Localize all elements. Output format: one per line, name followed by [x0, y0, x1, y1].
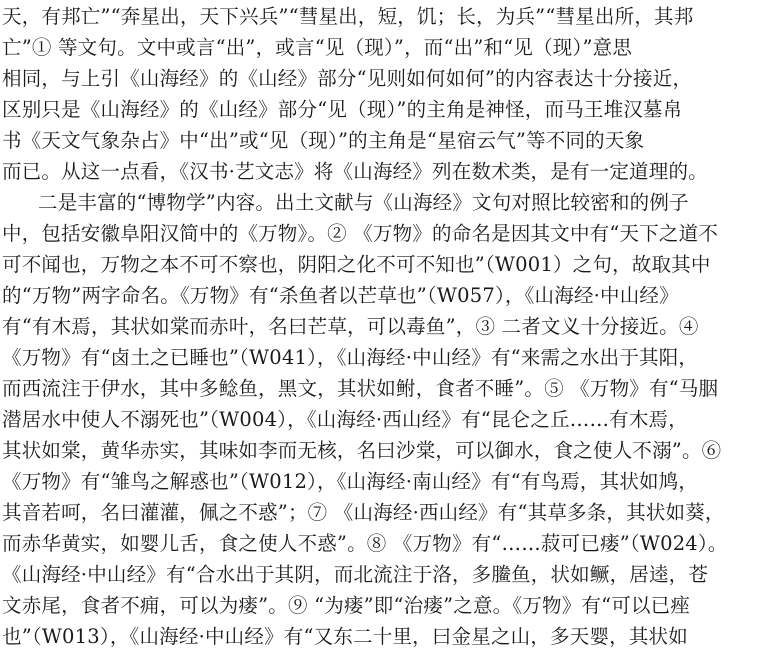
text-line-14: 潜居水中使人不溺死也”（W004），《山海经·西山经》有“昆仑之丘……有木焉， [2, 408, 688, 431]
text-line-5: 书《天文气象杂占》中“出”或“见（现）”的主角是“星宿云气”等不同的天象 [2, 129, 645, 152]
text-line-1: 天，有邦亡”“奔星出，天下兴兵”“彗星出，短，饥；长，为兵”“彗星出所，其邦 [2, 5, 694, 28]
text-line-19: 《山海经·中山经》有“合水出于其阴，而北流注于洛，多䲢鱼，状如鳜，居逵，苍 [2, 563, 709, 586]
text-line-12: 《万物》有“卤土之已睡也”（W041），《山海经·中山经》有“来需之水出于其阳， [2, 346, 699, 369]
text-line-7-paragraph-start: 二是丰富的“博物学”内容。出土文献与《山海经》文句对照比较密和的例子 [38, 191, 689, 214]
text-line-4: 区别只是《山海经》的《山经》部分“见（现）”的主角是神怪，而马王堆汉墓帛 [2, 98, 683, 121]
text-line-17: 其音若呵，名曰灌灌，佩之不惑”；⑦ 《山海经·西山经》有“其草多条，其状如葵， [2, 501, 725, 524]
text-line-2: 亡”① 等文句。文中或言“出”，或言“见（现）”，而“出”和“见（现）”意思 [2, 36, 633, 59]
text-line-8: 中，包括安徽阜阳汉简中的《万物》。② 《万物》的命名是因其文中有“天下之道不 [2, 222, 719, 245]
text-line-13: 而西流注于伊水，其中多鲶鱼，黑文，其状如鲋，食者不睡”。⑤ 《万物》有“马胭 [2, 377, 719, 400]
text-line-3: 相同，与上引《山海经》的《山经》部分“见则如何如何”的内容表达十分接近， [2, 67, 693, 90]
text-line-10: 的“万物”两字命名。《万物》有“杀鱼者以芒草也”（W057），《山海经·中山经》 [2, 284, 679, 307]
text-line-15: 其状如棠，黄华赤实，其味如李而无核，名曰沙棠，可以御水，食之使人不溺”。⑥ [2, 439, 722, 462]
text-line-6: 而已。从这一点看，《汉书·艺文志》将《山海经》列在数术类，是有一定道理的。 [2, 160, 708, 183]
text-line-18: 而赤华黄实，如婴儿舌，食之使人不惑”。⑧ 《万物》有“……菽可已瘘”（W024）。 [2, 532, 728, 555]
text-line-21: 也”（W013），《山海经·中山经》有“又东二十里，曰金星之山，多天婴，其状如 [2, 625, 688, 648]
text-line-20: 文赤尾，食者不痈，可以为瘘”。⑨ “为瘘”即“治瘘”之意。《万物》有“可以已痤 [2, 594, 691, 617]
text-line-16: 《万物》有“雏鸟之解惑也”（W012），《山海经·南山经》有“有鸟焉，其状如鸠， [2, 470, 699, 493]
text-line-11: 有“有木焉，其状如棠而赤叶，名曰芒草，可以毒鱼”，③ 二者文义十分接近。④ [2, 315, 699, 338]
text-line-9: 可不闻也，万物之本不可不察也，阴阳之化不可不知也”（W001）之句，故取其中 [2, 253, 711, 276]
